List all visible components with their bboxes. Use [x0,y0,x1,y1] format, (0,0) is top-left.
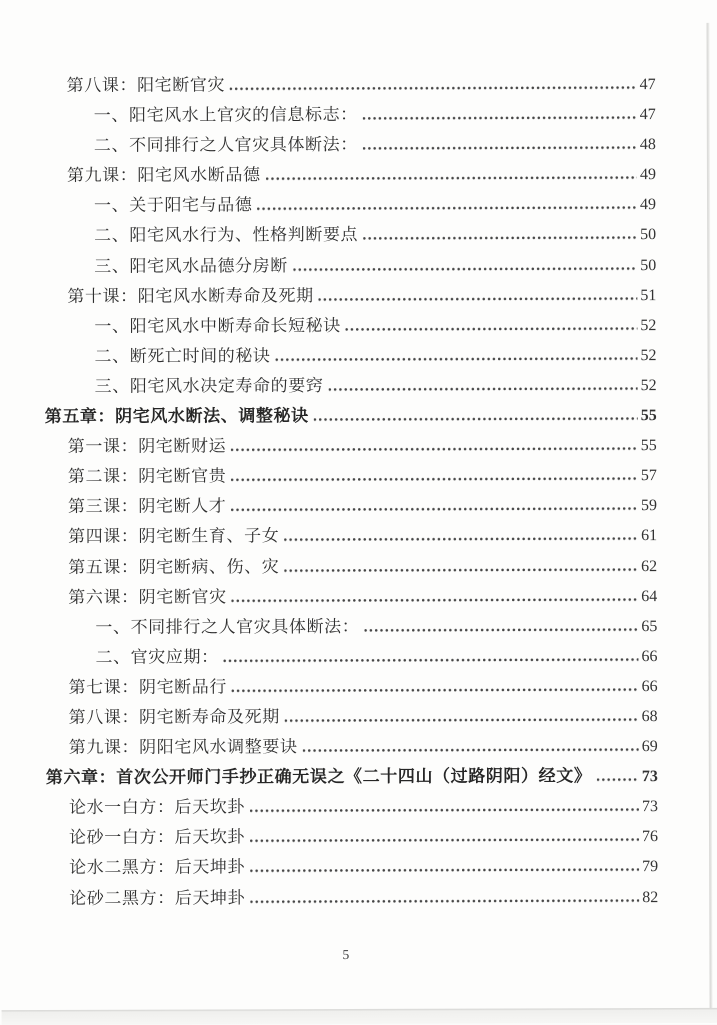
toc-entry-title: 第一课：阴宅断财运 [67,436,227,457]
toc-entry-title: 第九课：阳宅风水断品德 [66,165,261,186]
toc-entry-page: 55 [640,437,657,455]
toc-entry-page: 76 [641,828,659,846]
toc-entry-title: 论水一白方：后天坎卦 [68,797,245,818]
toc-entry-title: 一、不同排行之人官灾具体断法： [95,616,360,637]
toc-entry-title: 第五课：阴宅断病、伤、灾 [68,556,280,577]
toc-entry [44,59,656,95]
toc-entry-title: 第四课：阴宅断生育、子女 [68,526,280,547]
toc-entry-page: 82 [642,888,659,906]
toc-entry-title: 第五章：阴宅风水断法、调整秘诀 [44,406,309,427]
toc-entry-title: 一、关于阳宅与品德 [94,195,253,216]
toc-entry-page: 73 [641,768,658,786]
scan-edge-right [706,23,712,1023]
toc-entry-page: 64 [641,587,658,605]
toc-entry-title: 第七课：阴宅断品行 [68,677,227,697]
toc-entry-page: 61 [641,527,658,545]
toc-entry-title: 论水二黑方：后天坤卦 [69,857,246,878]
toc-entry-title: 第六课：阴宅断官灾 [68,587,227,607]
toc-entry-page: 59 [640,497,658,515]
page-footer [1,945,691,965]
toc-entry-page: 65 [641,617,658,635]
toc-entry-title: 二、断死亡时间的秘诀 [94,346,271,366]
page-number: 5 [342,947,351,963]
toc-entry-title: 第二课：阴宅断官贵 [67,466,227,487]
toc-entry-page: 49 [640,196,657,214]
toc-entry-title: 一、阳宅风水中断寿命长短秘诀 [94,315,341,336]
toc-entry-title: 论砂一白方：后天坎卦 [68,827,246,848]
toc-entry-page: 50 [640,256,657,274]
toc-entry-title: 二、阳宅风水行为、性格判断要点 [94,225,359,246]
toc-entry-page: 52 [640,346,657,364]
toc-entry-title: 三、阳宅风水品德分房断 [94,255,288,276]
toc-entry-page: 52 [640,377,657,395]
toc-entry-page: 66 [641,647,658,665]
toc-entry-page: 69 [641,738,658,756]
toc-entry-title: 二、不同排行之人官灾具体断法： [93,135,358,156]
toc-entry-title: 第六章：首次公开师门手抄正确无误之《二十四山（过路阴阳）经文》 [45,766,592,788]
dot-leader [596,778,638,781]
toc-entry-page: 79 [642,858,659,876]
toc-entry-title: 第九课：阴阳宅风水调整要诀 [68,737,298,757]
toc-entry-title: 二、官灾应期： [95,647,219,667]
toc-entry-title: 论砂二黑方：后天坤卦 [69,887,246,908]
toc-entry-title: 第十课：阳宅风水断寿命及死期 [67,285,314,306]
toc-entry-page: 52 [640,316,657,334]
toc-entry-title: 第三课：阴宅断人才 [67,496,227,517]
toc-entry-title: 一、阳宅风水上官灾的信息标志： [93,105,358,125]
dot-leader [250,899,639,903]
toc-entry-page: 73 [641,798,658,816]
toc-entry-page: 66 [641,677,658,695]
toc-entry-title: 三、阳宅风水决定寿命的要窍 [94,376,324,396]
toc-entry-page: 49 [639,166,656,184]
toc-entry-page: 68 [641,708,658,726]
toc-entry-page: 51 [640,286,657,304]
scan-edge-bottom [2,1008,717,1025]
toc-entry-page: 62 [641,557,658,575]
toc-entry-page: 47 [639,76,656,94]
toc-entry-page: 55 [640,407,657,425]
toc-list [44,59,659,908]
toc-entry-title: 第八课：阴宅断寿命及死期 [68,707,280,727]
toc-entry-title: 第八课：阳宅断官灾 [66,75,226,95]
toc-entry-page: 50 [640,226,657,244]
toc-entry-page: 47 [639,106,656,124]
toc-entry-page: 48 [639,136,656,154]
toc-entry-page: 57 [640,467,657,485]
